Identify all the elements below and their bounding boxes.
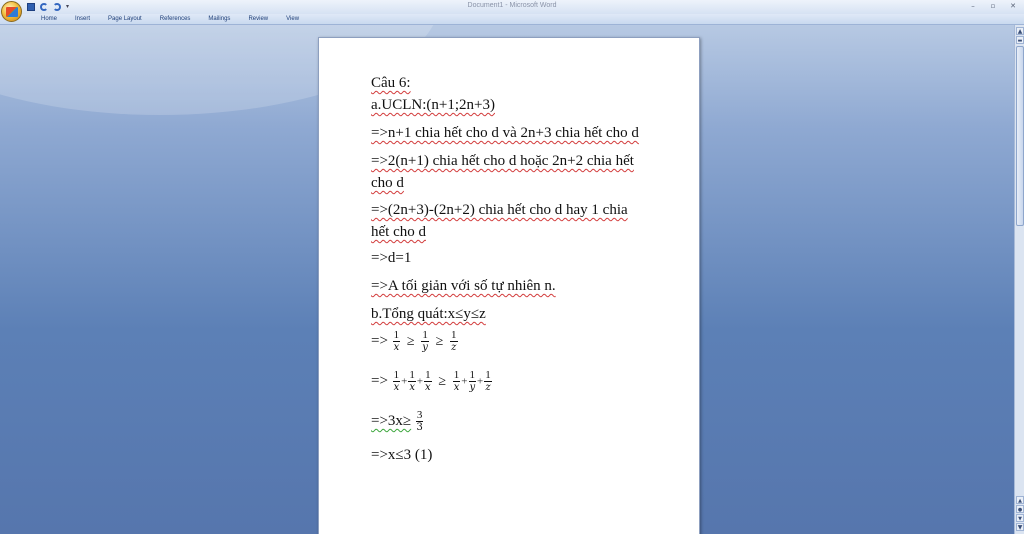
maximize-button[interactable]: ▫ <box>990 2 996 10</box>
doc-line-8 <box>371 305 486 323</box>
window-controls <box>968 1 1018 11</box>
denominator: z <box>485 382 491 393</box>
operator: ≥ <box>435 333 444 349</box>
prev-page-button[interactable]: ▲ <box>1016 496 1024 504</box>
scroll-down-button[interactable]: ▼ <box>1017 524 1023 531</box>
ribbon <box>0 14 1024 25</box>
doc-line-4a <box>371 152 634 170</box>
denominator: x <box>409 382 415 393</box>
line-text: =>(2n+3)-(2n+2) chia hết cho d hay 1 chia <box>371 202 628 218</box>
customize-toolbar-icon[interactable]: ▾ <box>66 3 70 10</box>
doc-line-12 <box>371 446 432 464</box>
doc-line-6 <box>371 249 411 267</box>
numerator: 1 <box>409 369 415 381</box>
doc-line-3 <box>371 124 639 142</box>
doc-line-11 <box>371 410 424 433</box>
denominator: y <box>422 342 428 353</box>
tab-insert[interactable]: Insert <box>75 16 91 22</box>
operator: ≥ <box>406 333 415 349</box>
numerator: 1 <box>469 369 476 381</box>
fraction <box>421 330 429 353</box>
operator: + <box>401 375 408 388</box>
scroll-top-button[interactable]: ▬ <box>1017 38 1023 44</box>
line-text: a.UCLN:(n+1;2n+3) <box>371 97 495 113</box>
line-prefix: => <box>371 372 388 389</box>
fraction <box>424 370 432 393</box>
doc-line-10 <box>371 370 493 393</box>
scroll-thumb[interactable] <box>1016 46 1024 226</box>
numerator: 1 <box>485 369 491 381</box>
denominator: x <box>393 382 400 393</box>
denominator: 3 <box>416 422 423 433</box>
doc-line-heading <box>371 74 411 92</box>
denominator: z <box>451 342 457 353</box>
denominator: x <box>425 382 431 393</box>
fraction <box>416 410 424 433</box>
line-prefix: => <box>371 332 388 349</box>
document-area <box>0 25 1014 534</box>
operator: + <box>416 375 424 388</box>
doc-line-7 <box>371 277 556 295</box>
doc-line-5a <box>371 201 628 219</box>
doc-line-4b <box>371 174 404 192</box>
numerator: 1 <box>393 369 400 381</box>
numerator: 1 <box>393 329 400 341</box>
line-text: =>A tối giản với số tự nhiên n. <box>371 278 556 294</box>
tab-references[interactable]: References <box>159 16 191 22</box>
tab-review[interactable]: Review <box>248 16 269 22</box>
tab-mailings[interactable]: Mailings <box>208 16 231 22</box>
document-page[interactable] <box>318 37 700 534</box>
numerator: 3 <box>416 409 423 421</box>
denominator: y <box>469 382 476 393</box>
line-text: hết cho d <box>371 224 426 240</box>
fraction <box>453 370 461 393</box>
doc-line-a <box>371 96 495 114</box>
title-bar <box>0 0 1024 14</box>
line-text: Câu 6: <box>371 75 411 91</box>
close-button[interactable]: ✕ <box>1010 2 1016 10</box>
office-logo-icon <box>6 7 18 17</box>
numerator: 1 <box>453 369 460 381</box>
tab-view[interactable]: View <box>286 16 300 22</box>
fraction <box>408 370 416 393</box>
operator: + <box>477 375 484 388</box>
denominator: x <box>453 382 460 393</box>
office-button[interactable] <box>1 1 22 22</box>
line-prefix: =>3x≥ <box>371 412 412 429</box>
fraction <box>393 370 401 393</box>
line-text: =>2(n+1) chia hết cho d hoặc 2n+2 chia hết <box>371 153 634 169</box>
line-text: =>x≤3 (1) <box>371 447 433 463</box>
next-page-button[interactable]: ▼ <box>1016 514 1024 522</box>
numerator: 1 <box>422 329 428 341</box>
line-text: cho d <box>371 175 404 191</box>
doc-line-9 <box>371 330 459 353</box>
line-text: =>d=1 <box>371 250 412 266</box>
fraction <box>469 370 477 393</box>
operator: ≥ <box>438 373 447 389</box>
tab-home[interactable]: Home <box>41 16 58 22</box>
tab-page-layout[interactable]: Page Layout <box>108 16 142 22</box>
fraction <box>484 370 492 393</box>
vertical-scrollbar[interactable] <box>1014 25 1024 534</box>
select-browse-object-button[interactable]: ● <box>1017 507 1023 513</box>
fraction <box>450 330 458 353</box>
line-text: =>n+1 chia hết cho d và 2n+3 chia hết cho d <box>371 125 639 141</box>
ribbon-tabs <box>32 16 308 23</box>
line-text: b.Tổng quát:x≤y≤z <box>371 306 486 322</box>
minimize-button[interactable]: – <box>971 2 975 10</box>
operator: + <box>461 375 468 388</box>
scroll-up-button[interactable]: ▲ <box>1017 28 1023 35</box>
doc-line-5b <box>371 223 426 241</box>
window-title: Document1 - Microsoft Word <box>467 2 557 9</box>
numerator: 1 <box>451 329 457 341</box>
fraction <box>393 330 401 353</box>
denominator: x <box>393 342 400 353</box>
numerator: 1 <box>425 369 431 381</box>
